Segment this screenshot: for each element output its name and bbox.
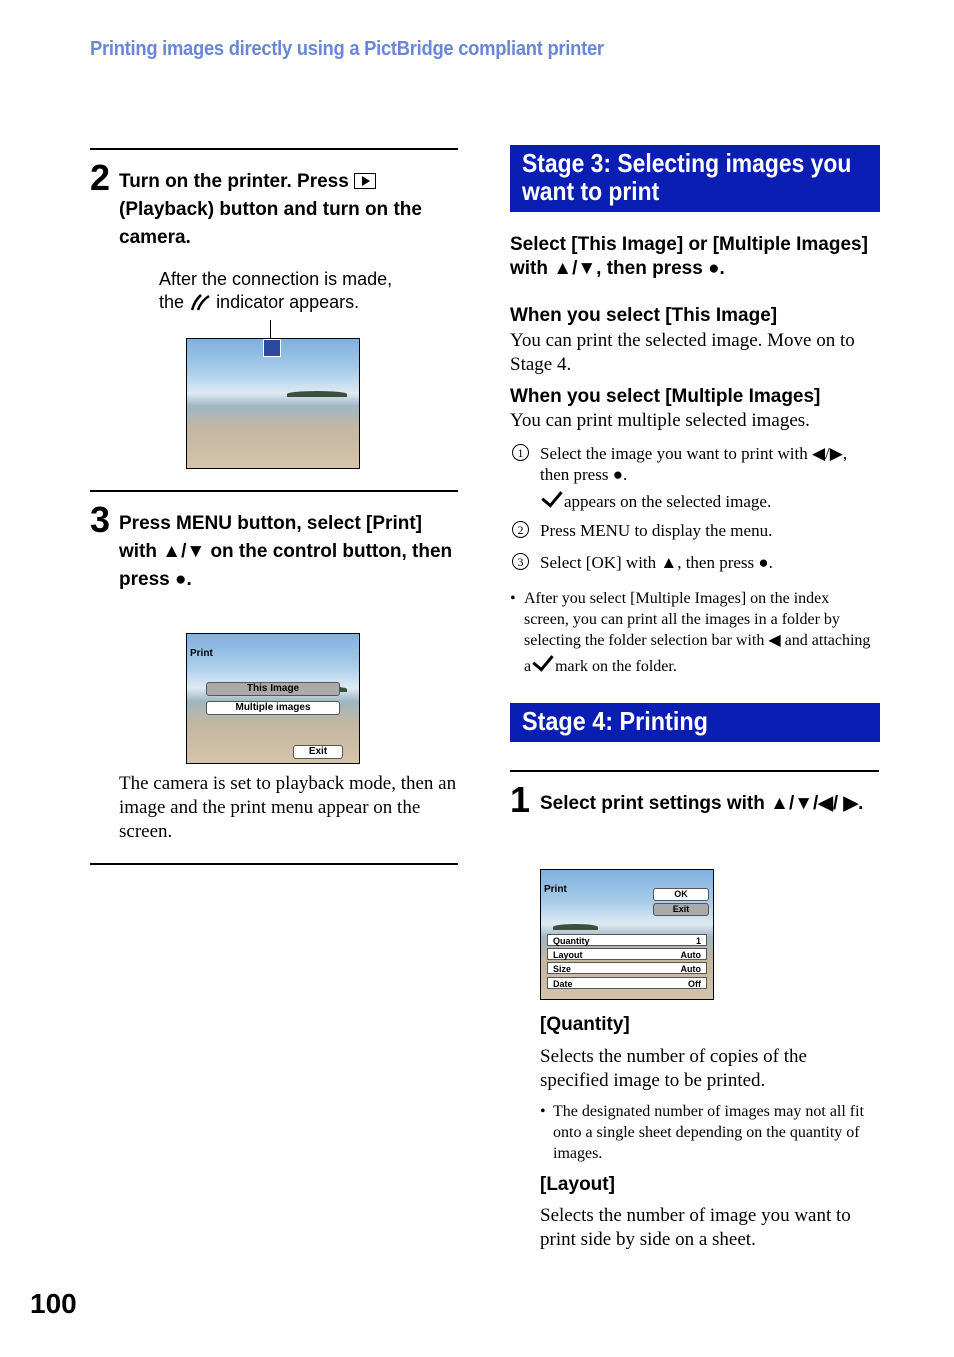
exit-button[interactable]: Exit (653, 903, 709, 916)
pictbridge-indicator-icon (189, 292, 211, 312)
stage-3-instruction: Select [This Image] or [Multiple Images] with ▲/▼, then press ●. (510, 234, 868, 279)
multiple-images-note: • After you select [Multiple Images] on the index screen, you can print all the images in a folder by selecting the folder selection bar with ◀ and attaching a mark on the folder. (510, 590, 871, 675)
this-image-text: You can print the selected image. Move on to Stage 4. (510, 330, 855, 375)
screen-title: Print (190, 648, 213, 659)
page-number: 100 (30, 1288, 77, 1319)
pictbridge-indicator-icon (263, 339, 281, 357)
substep-1: 1 Select the image you want to print with ◀/▶, then press ●. appears on the selected image. (510, 443, 880, 512)
step-3-instruction: Press MENU button, select [Print] with ▲/▼ on the control button, then press ●. (119, 513, 453, 590)
substep-3: 3 Select [OK] with ▲, then press ●. (510, 552, 880, 573)
quantity-text: Selects the number of copies of the specified image to be printed. (540, 1046, 807, 1091)
quantity-note: • The designated number of images may not all fit onto a single sheet depending on the quantity of images. (540, 1103, 865, 1162)
step-2-note: After the connection is made, the indicator appears. (159, 269, 393, 312)
step-3-caption: The camera is set to playback mode, then an image and the print menu appear on the screen. (119, 773, 457, 842)
divider (90, 148, 458, 150)
camera-screen-print-menu (186, 633, 360, 764)
menu-exit-button[interactable]: Exit (293, 745, 343, 759)
step-2-instruction: Turn on the printer. Press (Playback) button and turn on the camera. (119, 171, 422, 248)
step-number: 3 (90, 499, 111, 540)
step-number: 1 (510, 779, 531, 820)
stage-4-step-1-instruction: Select print settings with ▲/▼/◀/ ▶. (540, 793, 864, 814)
quantity-heading: [Quantity] (540, 1014, 630, 1035)
checkmark-icon (541, 485, 562, 507)
menu-option-this-image[interactable]: This Image (206, 682, 340, 696)
layout-heading: [Layout] (540, 1174, 615, 1195)
camera-screen-playback (186, 338, 360, 469)
menu-option-multiple-images[interactable]: Multiple images (206, 701, 340, 715)
divider (90, 863, 458, 865)
substep-2: 2 Press MENU to display the menu. (510, 520, 880, 541)
divider (90, 490, 458, 492)
setting-row-date[interactable]: Date Off (547, 977, 707, 989)
multiple-images-text: You can print multiple selected images. (510, 410, 810, 431)
layout-text: Selects the number of image you want to print side by side on a sheet. (540, 1205, 851, 1250)
callout-line (270, 320, 271, 340)
setting-row-layout[interactable]: Layout Auto (547, 948, 707, 960)
checkmark-icon (532, 649, 553, 671)
step-number: 2 (90, 157, 111, 198)
camera-screen-print-settings (540, 869, 714, 1000)
screen-title: Print (544, 884, 567, 895)
setting-row-quantity[interactable]: Quantity 1 (547, 934, 707, 946)
page-header: Printing images directly using a PictBridge compliant printer (90, 38, 604, 60)
multiple-images-heading: When you select [Multiple Images] (510, 386, 821, 407)
this-image-heading: When you select [This Image] (510, 305, 778, 326)
stage-3-title-bar: Stage 3: Selecting images you want to print (510, 145, 880, 212)
playback-icon (354, 173, 376, 189)
stage-4-title-bar: Stage 4: Printing (510, 703, 880, 742)
ok-button[interactable]: OK (653, 888, 709, 901)
setting-row-size[interactable]: Size Auto (547, 962, 707, 974)
divider (510, 770, 879, 772)
